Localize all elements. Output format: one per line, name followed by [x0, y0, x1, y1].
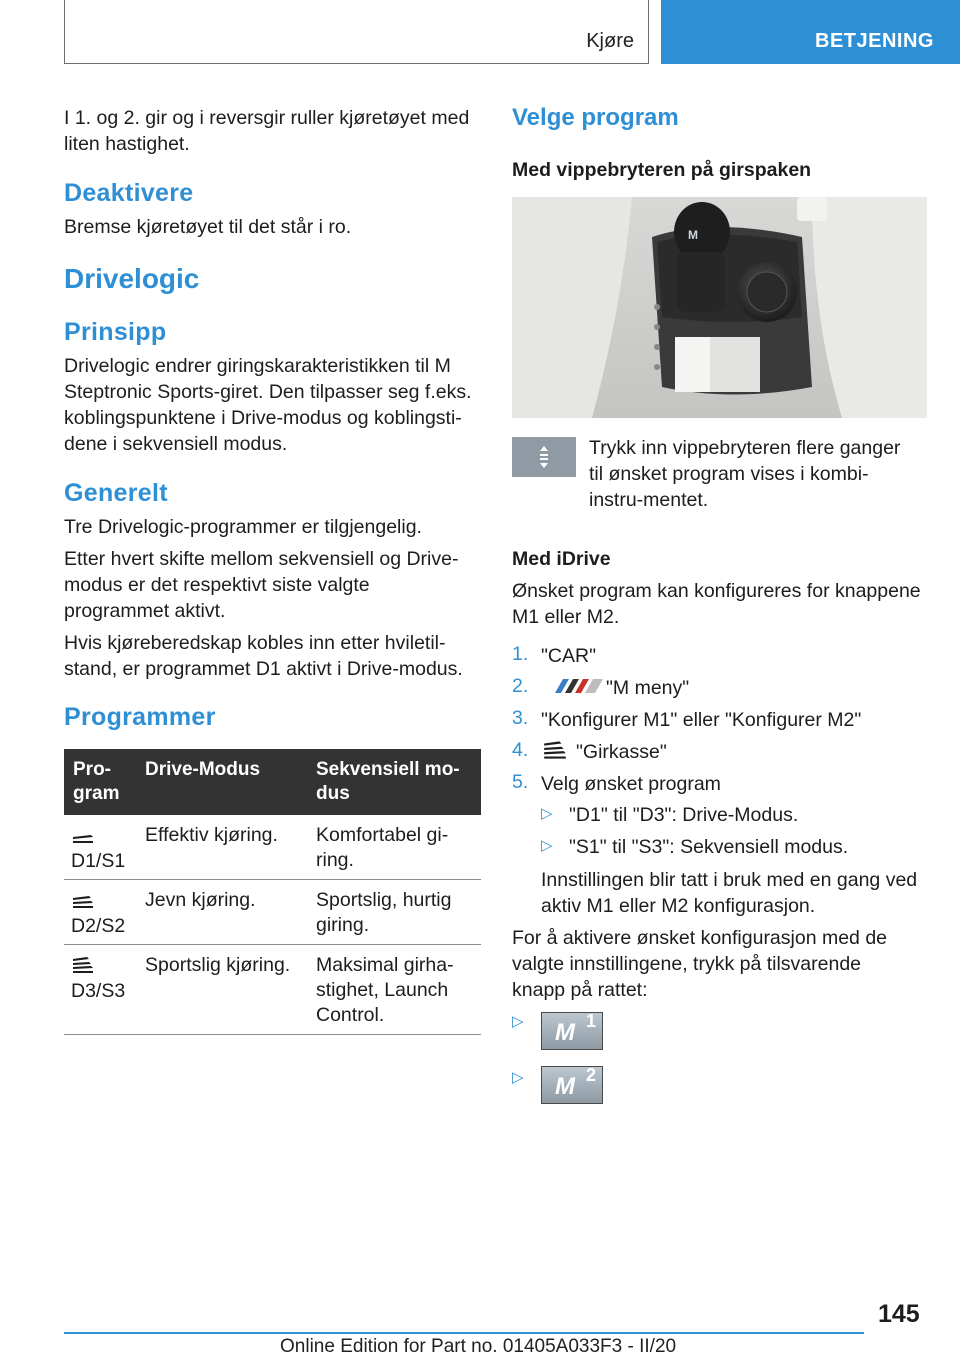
principle-heading: Prinsipp: [64, 318, 167, 346]
step-5: [512, 771, 721, 795]
general-text-2: Etter hvert skifte mellom sekvensiell og Drive-modus er det respektivt siste valgte programmet aktivt.: [64, 548, 459, 622]
m2-superscript: 2: [586, 1065, 597, 1085]
rocker-text-content: Trykk inn vippebryteren flere ganger til ønsket program vises i kombi-instru-mentet.: [589, 437, 901, 511]
footer-edition: Online Edition for Part no. 01405A033F3 - II/20: [280, 1336, 677, 1357]
table-cell-sequential: Komfortabel gi- ring.: [316, 824, 449, 871]
page-number: 145: [878, 1300, 920, 1328]
general-text-1: Tre Drivelogic-programmer er tilgjengelig.: [64, 516, 422, 538]
triangle-bullet-icon: ▷: [512, 1069, 524, 1086]
header-chapter-tab: [661, 0, 960, 64]
step-4: [512, 739, 667, 763]
select-program-heading: Velge program: [512, 104, 679, 131]
general-text-3: Hvis kjøreberedskap kobles inn etter hviletil-stand, er programmet D1 aktivt i Drive-modus.: [64, 632, 463, 680]
drivelogic-2-icon: [71, 891, 95, 909]
svg-text:M: M: [688, 228, 698, 242]
deactivate-heading: Deaktivere: [64, 179, 194, 207]
step-3: [512, 707, 862, 731]
step-text: "CAR": [541, 645, 597, 667]
gearbox-icon: [542, 740, 568, 760]
table-cell-program: D3/S3: [71, 980, 126, 1002]
deactivate-text: Bremse kjøretøyet til det står i ro.: [64, 216, 352, 238]
intro-paragraph: I 1. og 2. gir og i reversgir ruller kjøretøyet med liten hastighet.: [64, 107, 470, 155]
drivelogic-3-icon: [71, 956, 95, 974]
header-section-box: [64, 0, 649, 64]
rocker-heading: Med vippebryteren på girspaken: [512, 159, 812, 181]
m-logo-icon: [549, 677, 605, 695]
table-header-drive: Drive-Modus: [145, 759, 261, 780]
m2-label: M: [555, 1073, 575, 1100]
m2-item: [512, 1065, 597, 1100]
step-number: 1.: [512, 643, 529, 665]
step-number: 4.: [512, 739, 529, 761]
step-1: [512, 643, 597, 667]
idrive-text: Ønsket program kan konfigureres for knappene M1 eller M2.: [512, 580, 921, 628]
step-text: "Konfigurer M1" eller "Konfigurer M2": [541, 709, 862, 731]
step-number: 3.: [512, 707, 529, 729]
m1-button-icon: [541, 1012, 603, 1050]
drivelogic-1-icon: [71, 826, 95, 844]
m1-item: [512, 1011, 597, 1046]
activate-text: For å aktivere ønsket konfigurasjon med de valgte innstillingene, trykk på tilsvarende knapp på rattet:: [512, 927, 888, 1001]
table-cell-drive: Effektiv kjøring.: [145, 824, 278, 846]
gear-selector-photo: [512, 197, 927, 418]
sub-step-text: "D1" til "D3": Drive-Modus.: [569, 804, 799, 826]
m2-button-icon: [541, 1066, 603, 1104]
sub-step-text: "S1" til "S3": Sekvensiell modus.: [569, 836, 849, 858]
table-cell-drive: Sportslig kjøring.: [145, 954, 291, 976]
m1-superscript: 1: [586, 1011, 597, 1031]
drivelogic-heading: Drivelogic: [64, 263, 200, 294]
idrive-heading: Med iDrive: [512, 548, 611, 570]
table-cell-program: D1/S1: [71, 850, 126, 872]
settings-note: Innstillingen blir tatt i bruk med en gang ved aktiv M1 eller M2 konfigurasjon.: [541, 869, 918, 917]
triangle-bullet-icon: ▷: [541, 805, 553, 822]
table-cell-sequential: Maksimal girha- stighet, Launch Control.: [316, 954, 454, 1026]
table-row: [64, 880, 481, 945]
header-section-label: Kjøre: [586, 30, 634, 52]
programs-heading: Programmer: [64, 703, 216, 731]
step-text: "Girkasse": [576, 741, 667, 763]
sub-step-2: [541, 836, 849, 858]
step-number: 5.: [512, 771, 529, 793]
triangle-bullet-icon: ▷: [512, 1013, 524, 1030]
step-text: "M meny": [606, 677, 690, 699]
table-cell-program: D2/S2: [71, 915, 126, 937]
principle-text: Drivelogic endrer giringskarakteristikken til M Steptronic Sports-giret. Den tilpasser seg f.eks. koblingspunktene i Drive-modus og koblingsti-dene i sekvensiell modus.: [64, 355, 472, 455]
programs-table: [64, 749, 481, 1035]
rocker-text: [589, 435, 917, 513]
table-row: [64, 815, 481, 880]
table-cell-drive: Jevn kjøring.: [145, 889, 256, 911]
m1-label: M: [555, 1019, 575, 1046]
table-header-sequential: Sekvensiell mo- dus: [316, 759, 460, 804]
general-heading: Generelt: [64, 479, 168, 507]
sub-step-1: [541, 804, 799, 826]
table-cell-sequential: Sportslig, hurtig giring.: [316, 889, 452, 936]
footer-divider: [64, 1332, 864, 1334]
header-chapter-label: BETJENING: [815, 30, 934, 52]
step-text: Velg ønsket program: [541, 773, 721, 795]
step-number: 2.: [512, 675, 529, 697]
table-header-row: [64, 749, 481, 815]
rocker-switch-icon: [512, 437, 576, 477]
table-header-program: Pro- gram: [73, 759, 120, 804]
step-2: [512, 675, 690, 699]
triangle-bullet-icon: ▷: [541, 837, 553, 854]
table-row: [64, 945, 481, 1035]
